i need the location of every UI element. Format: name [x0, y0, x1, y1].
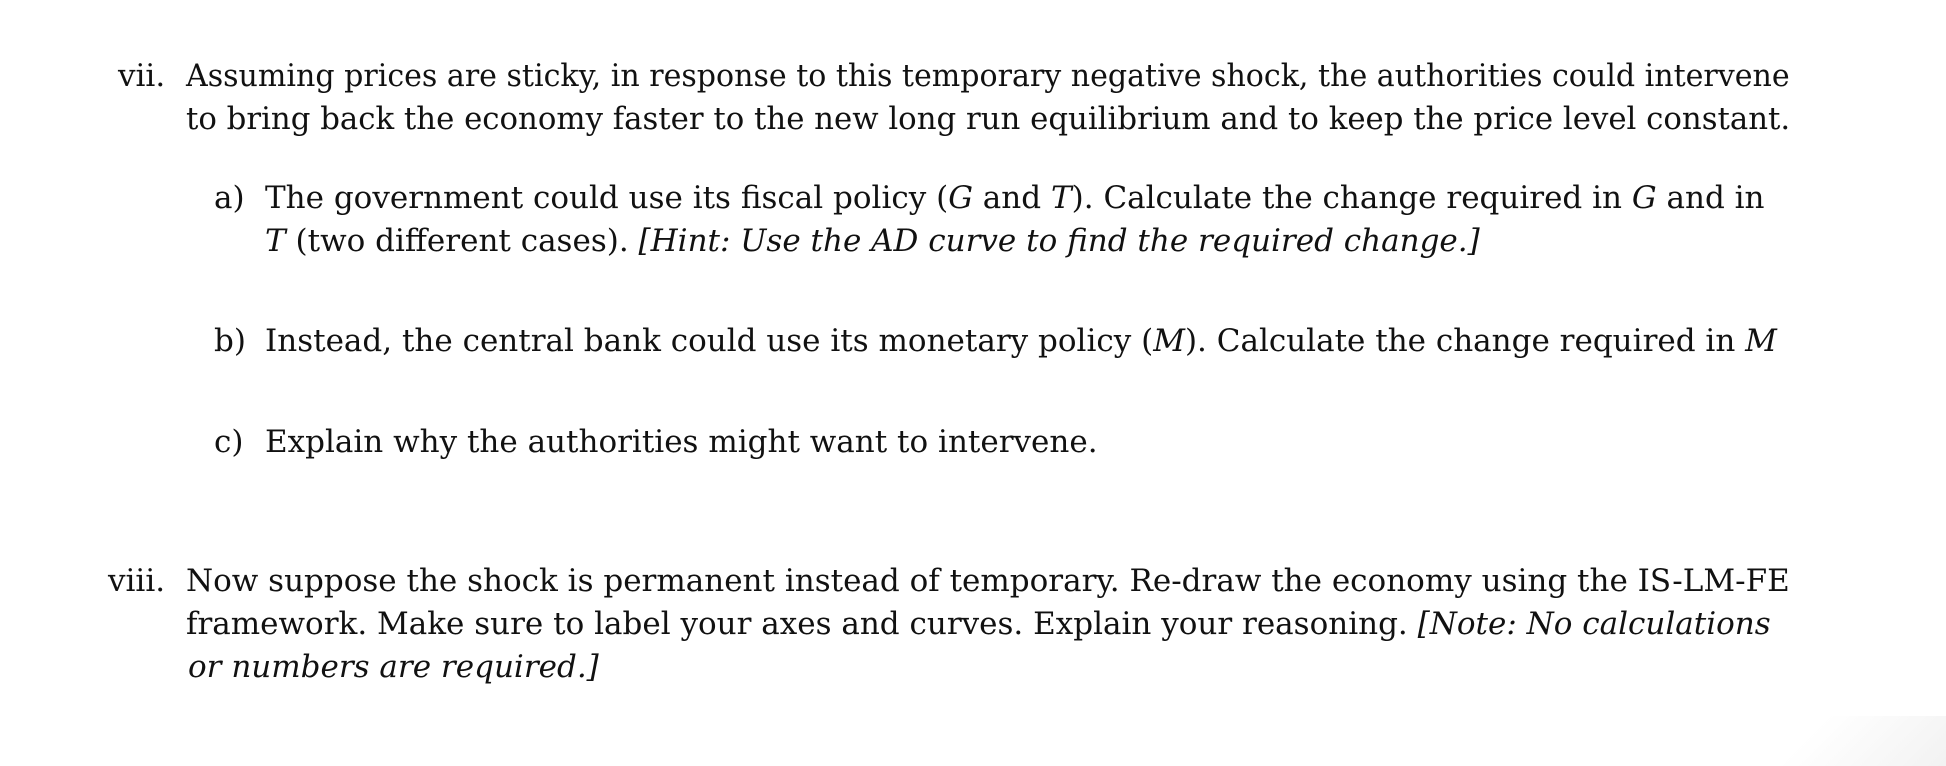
item-viii-line-2: [186, 603, 1771, 646]
item-vii-line-2: to bring back the economy faster to the new long run equilibrium and to keep the price level constant.: [186, 101, 1791, 137]
math-variable-T: T: [1050, 180, 1072, 216]
item-vii-line-1: Assuming prices are sticky, in response to this temporary negative shock, the authorities could intervene: [186, 58, 1790, 94]
text-segment: framework. Make sure to label your axes and curves. Explain your reasoning.: [186, 606, 1418, 642]
text-segment: ). Calculate the change required in: [1071, 180, 1632, 216]
math-variable-G: G: [1631, 180, 1657, 216]
subitem-a-line-2: [265, 220, 1480, 263]
subitem-b-line-1: [265, 320, 1777, 363]
math-variable-T: T: [265, 223, 286, 259]
subitem-label-a: a): [214, 180, 245, 216]
text-segment: (two different cases).: [285, 223, 639, 259]
item-label-viii: viii.: [108, 563, 166, 599]
subitem-label-c: c): [214, 424, 244, 460]
page-corner-shadow: [1716, 716, 1946, 766]
subitem-c-line-1: Explain why the authorities might want to intervene.: [265, 424, 1098, 460]
item-label-vii: vii.: [118, 58, 166, 94]
text-segment: Instead, the central bank could use its monetary policy (: [265, 323, 1154, 359]
math-variable-M: M: [1153, 323, 1185, 359]
math-variable-M: M: [1745, 323, 1777, 359]
math-variable-G: G: [948, 180, 973, 216]
text-segment: and: [972, 180, 1051, 216]
subitem-label-b: b): [214, 323, 246, 359]
text-segment: ). Calculate the change required in: [1184, 323, 1746, 359]
hint-text: [Hint: Use the AD curve to find the required change.]: [638, 223, 1480, 259]
subitem-a-line-1: [265, 177, 1765, 220]
text-segment: The government could use its fiscal policy (: [265, 180, 949, 216]
item-viii-line-1: Now suppose the shock is permanent instead of temporary. Re-draw the economy using the IS-LM-FE: [186, 563, 1790, 599]
item-viii-line-3: or numbers are required.]: [188, 649, 599, 685]
note-text: [Note: No calculations: [1417, 606, 1771, 642]
text-segment: and in: [1656, 180, 1765, 216]
